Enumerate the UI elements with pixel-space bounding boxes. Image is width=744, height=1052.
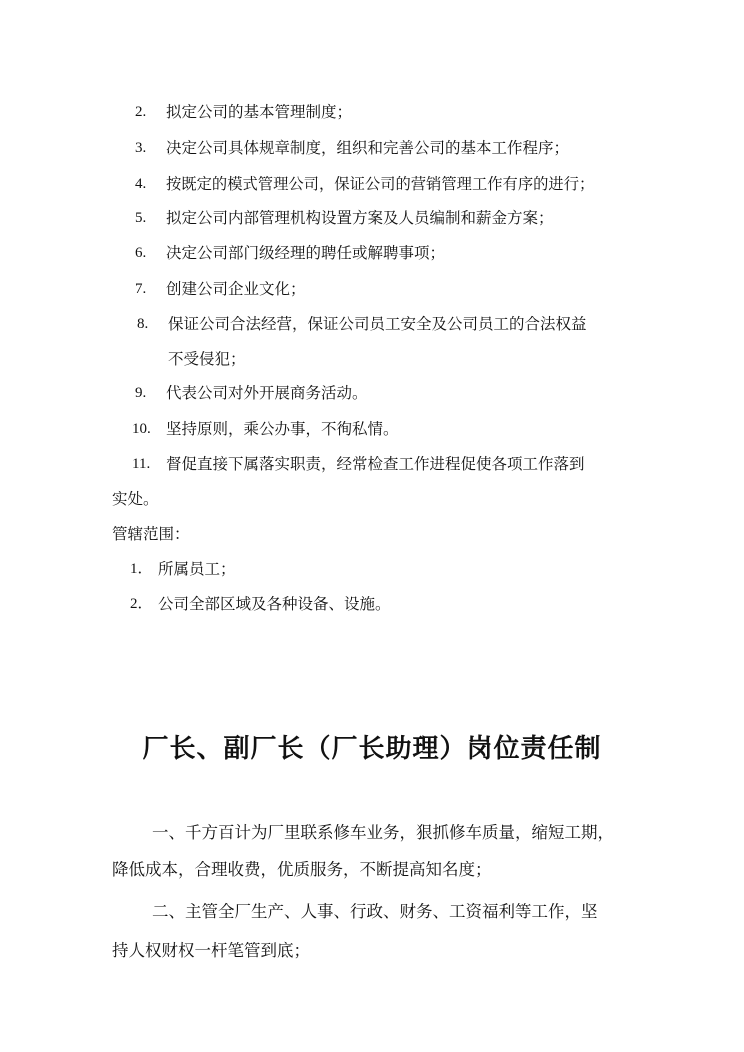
- list-number: 5.: [135, 210, 147, 226]
- paragraph-line: 二、主管全厂生产、人事、行政、财务、工资福利等工作，坚: [152, 902, 598, 921]
- list-number: 2．: [130, 596, 153, 612]
- list-number: 1．: [130, 561, 153, 577]
- list-number: 9.: [135, 385, 147, 401]
- paragraph-line: 一、千方百计为厂里联系修车业务，狠抓修车质量，缩短工期，: [152, 823, 614, 842]
- duty-item: 决定公司具体规章制度，组织和完善公司的基本工作程序；: [166, 139, 570, 157]
- duty-item: 创建公司企业文化；: [166, 280, 306, 298]
- scope-item: 所属员工；: [158, 560, 236, 578]
- duty-item-continuation: 不受侵犯；: [168, 350, 246, 368]
- duty-item: 拟定公司内部管理机构设置方案及人员编制和薪金方案；: [166, 209, 554, 227]
- list-number: 11.: [132, 456, 151, 472]
- list-number: 8.: [137, 316, 149, 332]
- paragraph-line: 降低成本，合理收费，优质服务，不断提高知名度；: [112, 860, 492, 879]
- duty-item: 按既定的模式管理公司，保证公司的营销管理工作有序的进行；: [166, 175, 595, 193]
- duty-item: 决定公司部门级经理的聘任或解聘事项；: [166, 244, 446, 262]
- section-title: 厂长、副厂长（厂长助理）岗位责任制: [142, 734, 602, 764]
- list-number: 6.: [135, 245, 147, 261]
- scope-heading: 管辖范围：: [112, 525, 190, 543]
- duty-item: 坚持原则，乘公办事，不徇私情。: [166, 420, 399, 438]
- duty-item: 保证公司合法经营，保证公司员工安全及公司员工的合法权益: [168, 315, 587, 333]
- list-number: 10.: [132, 421, 151, 437]
- duty-item: 督促直接下属落实职责，经常检查工作进程促使各项工作落到: [166, 455, 585, 473]
- paragraph-line: 持人权财权一杆笔管到底；: [112, 941, 310, 960]
- list-number: 4.: [135, 176, 147, 192]
- list-number: 7.: [135, 281, 147, 297]
- duty-item: 代表公司对外开展商务活动。: [166, 384, 368, 402]
- duty-item: 拟定公司的基本管理制度；: [166, 103, 353, 121]
- list-number: 3.: [135, 140, 147, 156]
- duty-item-continuation: 实处。: [112, 490, 159, 508]
- scope-item: 公司全部区域及各种设备、设施。: [158, 595, 391, 613]
- list-number: 2.: [135, 104, 147, 120]
